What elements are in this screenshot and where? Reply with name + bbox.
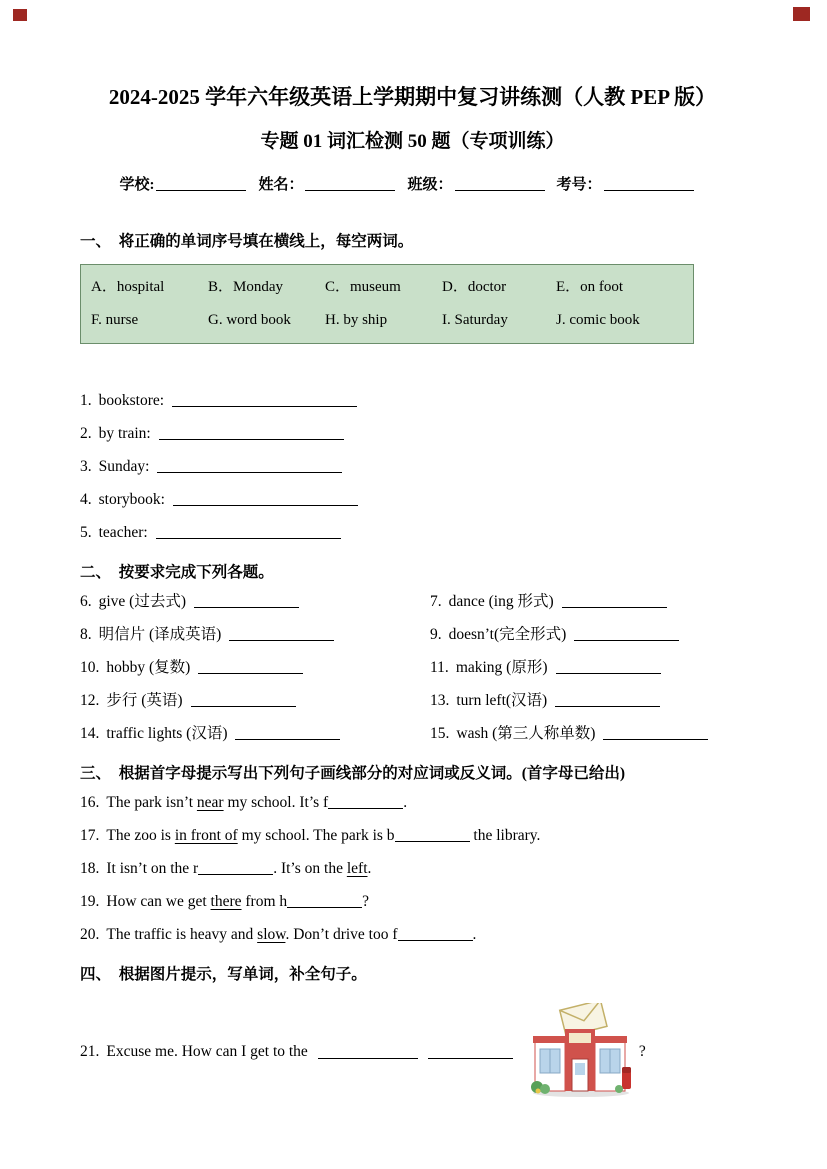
question-2	[80, 417, 745, 450]
sentence-part: my school. The park is b	[237, 827, 395, 844]
sentence-part: ?	[362, 893, 370, 910]
answer-blank[interactable]	[173, 491, 358, 506]
word-option-f: F. nurse	[91, 312, 139, 328]
question-number: 6.	[80, 593, 92, 610]
answer-blank[interactable]	[428, 1044, 513, 1059]
sentence-part: It isn’t on the r	[106, 860, 199, 877]
question-number: 1.	[80, 392, 92, 409]
sentence-part: . Don’t drive too f	[285, 926, 398, 943]
question-number: 13.	[430, 692, 450, 709]
section1-items	[80, 384, 745, 549]
class-blank[interactable]	[455, 176, 545, 191]
answer-blank[interactable]	[556, 659, 661, 674]
question-number: 12.	[80, 692, 100, 709]
question-number: 20.	[80, 926, 100, 943]
answer-blank[interactable]	[191, 692, 296, 707]
question-text: doesn’t(完全形式)	[448, 626, 567, 643]
word-option-h: H. by ship	[325, 312, 388, 328]
question-13	[430, 684, 745, 717]
section4-heading: 四、 根据图片提示，写单词，补全句子。	[80, 966, 367, 983]
question-20	[80, 918, 745, 951]
name-label: 姓名：	[258, 177, 304, 193]
sentence-part: How can we get	[106, 893, 211, 910]
question-10	[80, 651, 430, 684]
question-text: hobby (复数)	[106, 659, 191, 676]
answer-blank[interactable]	[603, 725, 708, 740]
sentence-part: The park isn’t	[106, 794, 197, 811]
question-number: 17.	[80, 827, 100, 844]
word-option-j: J. comic book	[556, 312, 640, 328]
post-office-image	[529, 1003, 631, 1099]
answer-blank[interactable]	[156, 524, 341, 539]
question-number: 15.	[430, 725, 450, 742]
answer-blank[interactable]	[328, 794, 403, 809]
answer-blank[interactable]	[157, 458, 342, 473]
section2-heading: 二、 按要求完成下列各题。	[80, 564, 274, 581]
question-number: 4.	[80, 491, 92, 508]
question-6	[80, 585, 430, 618]
question-text: 明信片 (译成英语)	[98, 626, 222, 643]
word-option-g: G. word book	[208, 312, 291, 328]
question-text: bookstore:	[98, 392, 165, 409]
exam-no-blank[interactable]	[604, 176, 694, 191]
section3-items	[80, 786, 745, 951]
school-blank[interactable]	[156, 176, 246, 191]
question-21	[80, 1001, 745, 1101]
answer-blank[interactable]	[395, 827, 470, 842]
page-subtitle: 专题 01 词汇检测 50 题（专项训练）	[260, 131, 565, 152]
sentence-part: The traffic is heavy and	[106, 926, 258, 943]
word-option-a: A．hospital	[91, 279, 165, 295]
question-text: making (原形)	[455, 659, 548, 676]
question-text: teacher:	[98, 524, 148, 541]
school-label: 学校:	[119, 177, 155, 193]
sentence-part: .	[367, 860, 372, 877]
question-text: traffic lights (汉语)	[106, 725, 228, 742]
post-office-illustration	[529, 1003, 631, 1099]
question-12	[80, 684, 430, 717]
question-number: 16.	[80, 794, 100, 811]
question-text: storybook:	[98, 491, 165, 508]
question-number: 9.	[430, 626, 442, 643]
question-5	[80, 516, 745, 549]
question-14	[80, 717, 430, 750]
question-number: 10.	[80, 659, 100, 676]
question-text: turn left(汉语)	[456, 692, 548, 709]
answer-blank[interactable]	[198, 860, 273, 875]
question-number: 3.	[80, 458, 92, 475]
word-bank-row-1	[91, 271, 683, 304]
word-option-i: I. Saturday	[442, 312, 508, 328]
answer-blank[interactable]	[194, 593, 299, 608]
sentence-part: the library.	[469, 827, 541, 844]
section2-items	[80, 585, 745, 750]
question-text: give (过去式)	[98, 593, 187, 610]
underlined-word: there	[210, 893, 242, 910]
question-4	[80, 483, 745, 516]
class-label: 班级：	[407, 177, 453, 193]
page-corner-mark-right	[793, 7, 810, 21]
question-15	[430, 717, 745, 750]
underlined-word: left	[346, 860, 368, 877]
question-number: 11.	[430, 659, 449, 676]
question-16	[80, 786, 745, 819]
exam-no-label: 考号：	[556, 177, 602, 193]
sentence-part: .	[472, 926, 477, 943]
name-blank[interactable]	[305, 176, 395, 191]
sentence-part: from h	[241, 893, 288, 910]
underlined-word: slow	[257, 926, 286, 943]
question-7	[430, 585, 745, 618]
question-3	[80, 450, 745, 483]
answer-blank[interactable]	[398, 926, 473, 941]
answer-blank[interactable]	[287, 893, 362, 908]
student-info-line	[80, 174, 745, 196]
answer-blank[interactable]	[574, 626, 679, 641]
answer-blank[interactable]	[555, 692, 660, 707]
sentence-part: . It’s on the	[273, 860, 347, 877]
question-9	[430, 618, 745, 651]
section3-heading: 三、 根据首字母提示写出下列句子画线部分的对应词或反义词。(首字母已给出)	[80, 765, 626, 782]
question-number: 21.	[80, 1042, 100, 1060]
page-corner-mark-left	[13, 9, 27, 21]
question-text: by train:	[98, 425, 151, 442]
word-option-e: E．on foot	[556, 279, 624, 295]
word-bank-row-2	[91, 304, 683, 337]
answer-blank[interactable]	[229, 626, 334, 641]
sentence-part: my school. It’s f	[223, 794, 329, 811]
word-option-c: C．museum	[325, 279, 401, 295]
question-number: 7.	[430, 593, 442, 610]
question-text: dance (ing 形式)	[448, 593, 554, 610]
section1-heading: 一、 将正确的单词序号填在横线上，每空两词。	[80, 233, 414, 250]
question-mark: ?	[638, 1042, 646, 1060]
question-18	[80, 852, 745, 885]
question-text: Sunday:	[98, 458, 150, 475]
question-19	[80, 885, 745, 918]
question-number: 18.	[80, 860, 100, 877]
answer-blank[interactable]	[562, 593, 667, 608]
underlined-word: in front of	[174, 827, 238, 844]
question-8	[80, 618, 430, 651]
question-text: Excuse me. How can I get to the	[106, 1042, 308, 1060]
question-text: wash (第三人称单数)	[456, 725, 596, 742]
question-number: 19.	[80, 893, 100, 910]
word-option-b: B．Monday	[208, 279, 284, 295]
underlined-word: near	[196, 794, 224, 811]
question-number: 2.	[80, 425, 92, 442]
question-number: 5.	[80, 524, 92, 541]
word-bank-box	[80, 264, 694, 344]
question-number: 14.	[80, 725, 100, 742]
question-number: 8.	[80, 626, 92, 643]
answer-blank[interactable]	[172, 392, 357, 407]
question-1	[80, 384, 745, 417]
answer-blank[interactable]	[198, 659, 303, 674]
question-17	[80, 819, 745, 852]
question-text: 步行 (英语)	[106, 692, 183, 709]
answer-blank[interactable]	[159, 425, 344, 440]
word-option-d: D．doctor	[442, 279, 507, 295]
sentence-part: .	[403, 794, 408, 811]
page-title: 2024-2025 学年六年级英语上学期期中复习讲练测（人教 PEP 版）	[108, 85, 717, 109]
answer-blank[interactable]	[235, 725, 340, 740]
sentence-part: The zoo is	[106, 827, 175, 844]
answer-blank[interactable]	[318, 1044, 418, 1059]
question-11	[430, 651, 745, 684]
